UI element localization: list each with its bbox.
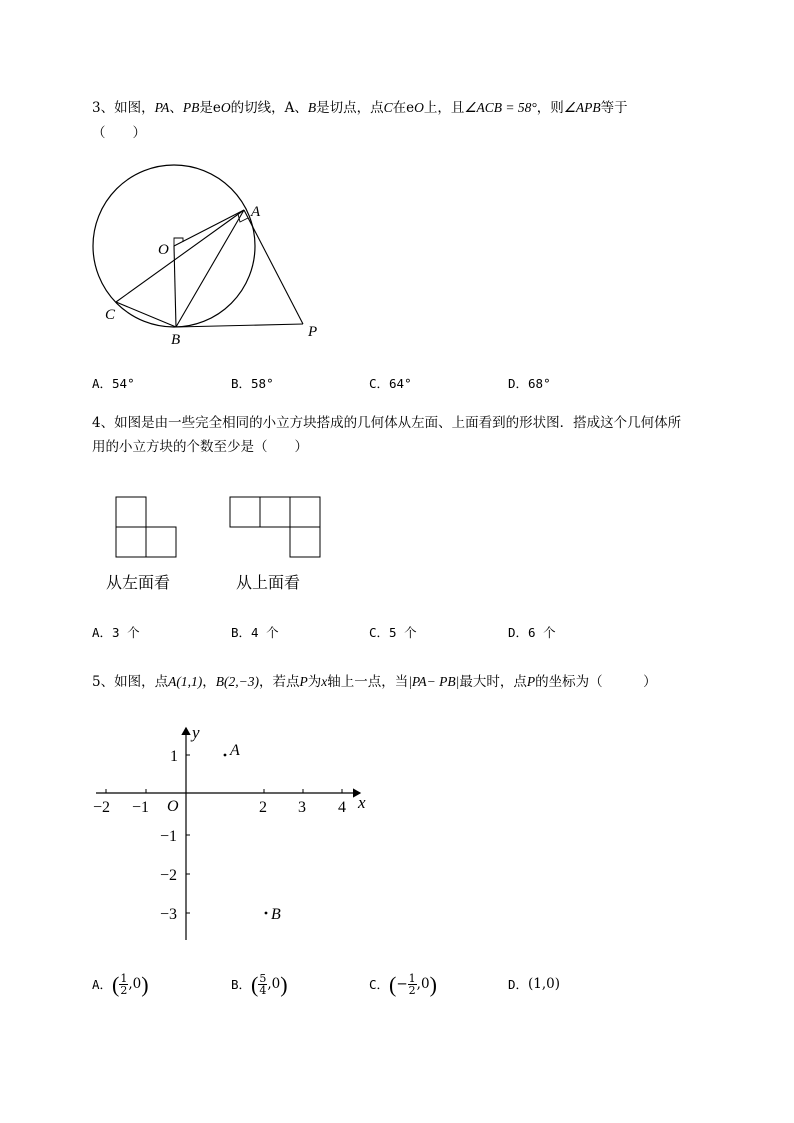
x-tick-label: 4 (338, 799, 346, 816)
point-b-label: B (271, 906, 281, 923)
x-axis-label: x (358, 793, 366, 812)
point-a-dot (224, 754, 227, 757)
fig-label-o: O (158, 242, 169, 258)
q5-stem: 5、如图，点A(1,1)，B(2,−3)，若点P为x轴上一点，当|PA− PB|最大时，点P的坐标为（ ） (92, 674, 657, 690)
q3-option-d[interactable]: D．68° (508, 376, 551, 391)
x-tick-label: 3 (298, 799, 306, 816)
fig-label-a: A (251, 204, 261, 220)
q3-answer-blank: （ ） (92, 125, 146, 141)
origin-label: O (167, 798, 179, 815)
q3-option-a[interactable]: A．54° (92, 376, 135, 391)
y-tick-label: −3 (160, 906, 178, 923)
q3-stem-line1: 3、如图，PA、PB是eO的切线，A、B是切点，点C在eO上，且∠ACB = 58°，则∠APB等于 (92, 100, 628, 116)
y-tick-label: −2 (160, 867, 178, 884)
q3-option-b[interactable]: B．58° (231, 376, 274, 391)
fraction: $\frac{5}{4}$ (259, 971, 267, 997)
q4-stem-line2: 用的小立方块的个数至少是（ ） (92, 439, 308, 455)
point-b-dot (265, 912, 268, 915)
q4-option-b[interactable]: B．4 个 (231, 625, 279, 640)
y-axis-label: y (192, 723, 200, 742)
y-tick-label: −1 (160, 828, 178, 845)
q5-option-a[interactable]: A． ( $\frac{1}{2}$ ,0 ) (92, 971, 149, 997)
q5-option-b[interactable]: B． ( $\frac{5}{4}$ ,0 ) (231, 971, 288, 997)
fig-label-b: B (171, 332, 181, 348)
fraction: $\frac{1}{2}$ (408, 971, 416, 997)
fig-label-p: P (308, 324, 318, 340)
x-tick-label: −2 (93, 799, 111, 816)
x-tick-label: −1 (132, 799, 150, 816)
q4-option-a[interactable]: A．3 个 (92, 625, 140, 640)
y-tick-label: 1 (170, 748, 178, 765)
left-view-figure (110, 492, 180, 562)
q5-coordinate-plane (88, 718, 378, 948)
x-tick-label: 2 (259, 799, 267, 816)
q5-option-d[interactable]: D． (1,0) (508, 975, 561, 992)
caption-left-view: 从左面看 (106, 573, 171, 592)
q4-option-c[interactable]: C．5 个 (369, 625, 417, 640)
q4-stem-line1: 4、如图是由一些完全相同的小立方块搭成的几何体从左面、上面看到的形状图．搭成这个几何体所 (92, 415, 682, 431)
fraction: $\frac{1}{2}$ (120, 971, 128, 997)
top-view-figure (225, 492, 325, 562)
q4-option-d[interactable]: D．6 个 (508, 625, 556, 640)
q3-figure (88, 160, 338, 355)
fig-label-c: C (105, 307, 116, 323)
caption-top-view: 从上面看 (236, 573, 301, 592)
point-a-label: A (230, 742, 240, 759)
q3-option-c[interactable]: C．64° (369, 376, 412, 391)
q5-option-c[interactable]: C． ( − $\frac{1}{2}$ ,0 ) (369, 971, 437, 997)
